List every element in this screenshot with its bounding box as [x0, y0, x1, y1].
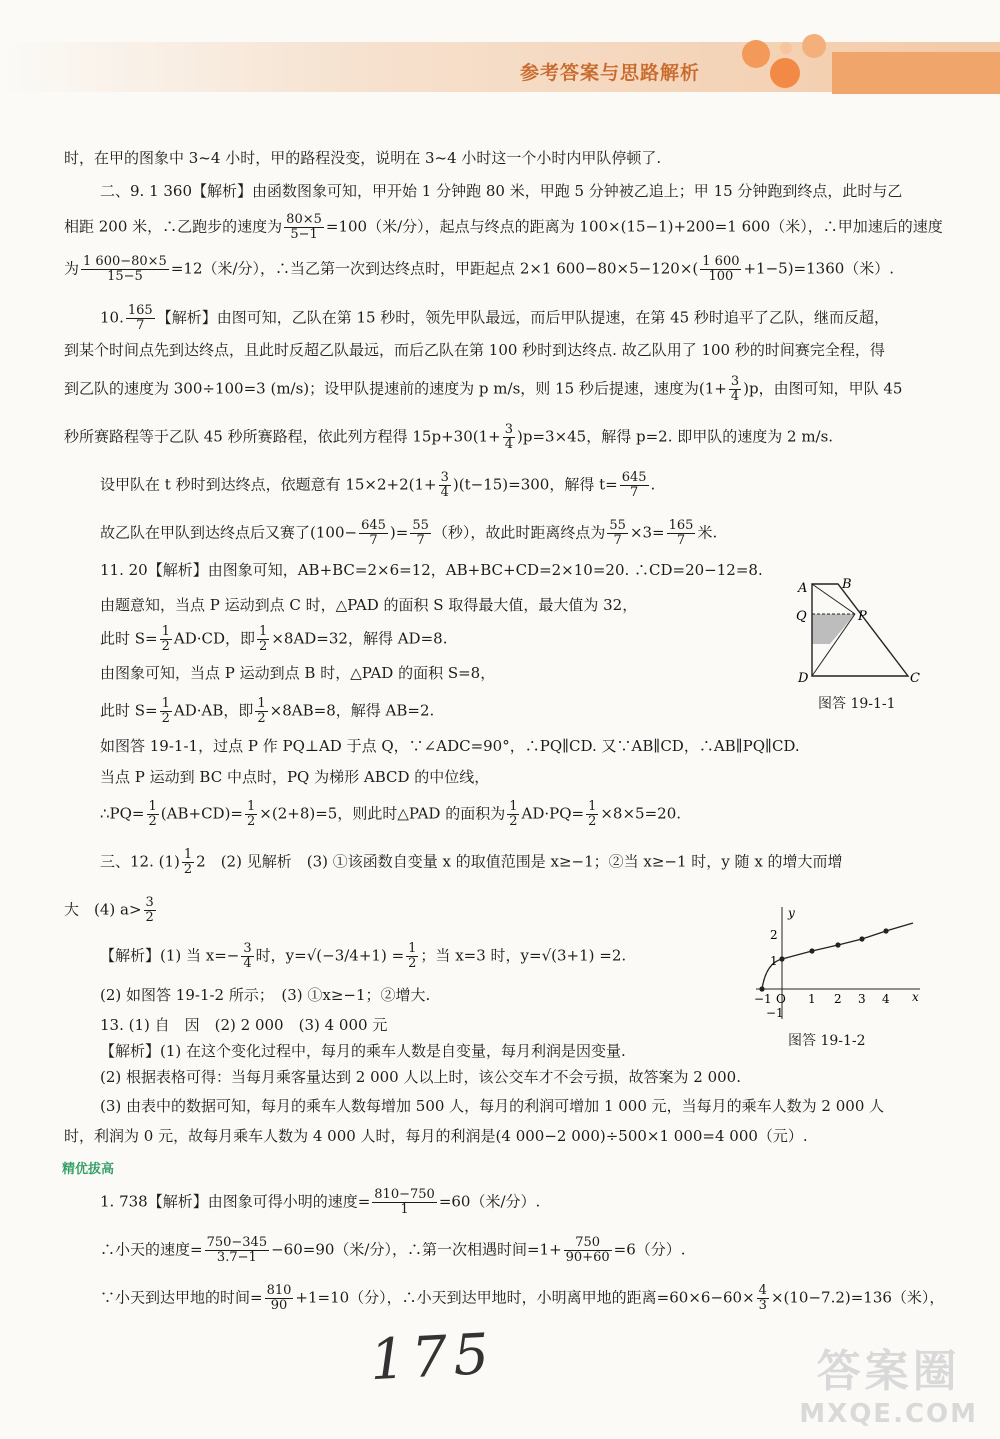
shaded-region — [812, 614, 855, 644]
fraction: $\frac{1}{2}$ — [183, 847, 193, 877]
fraction: $\frac{810-750}{1}$ — [374, 1187, 435, 1217]
text-line: 13. (1) 自 因 (2) 2 000 (3) 4 000 元 — [100, 1016, 388, 1034]
header-accent-bar — [832, 52, 1000, 94]
fraction: $\frac{1}{2}$ — [259, 624, 268, 654]
label-a: A — [798, 581, 808, 596]
header-title: 参考答案与思路解析 — [520, 62, 701, 84]
fraction: $\frac{3}{4}$ — [504, 422, 513, 452]
tick-x: 3 — [858, 992, 866, 1006]
curve — [762, 923, 913, 989]
fraction: $\frac{1}{2}$ — [247, 799, 256, 829]
fraction: $\frac{1 600}{100}$ — [702, 254, 740, 284]
text-line: ∴PQ= $\frac{1}{2}$ (AB+CD)= $\frac{1}{2}$ ×(2+8)=5，则此时△PAD 的面积为 $\frac{1}{2}$ AD·PQ= $\frac{1}{2}$ ×8×5=20. — [100, 799, 682, 829]
watermark-url: MXQE.COM — [799, 1399, 978, 1429]
figure-caption: 图答 19-1-1 — [818, 696, 896, 712]
text-line: 秒所赛路程等于乙队 45 秒所赛路程，依此列方程得 15p+30(1+ $\frac{3}{4}$ )p=3×45，解得 p=2. 即甲队的速度为 2 m/s. — [64, 422, 834, 452]
function-graph — [748, 905, 928, 1025]
text-line: 为 $\frac{1 600-80\times 5}{15-5}$ =12（米/分），∴当乙第一次到达终点时，甲距起点 2×1 600−80×5−120×( $\frac{1 600}{100}$ +1−5)=1360（米）. — [64, 254, 895, 284]
text-line: 相距 200 米，∴乙跑步的速度为 $\frac{80\times 5}{5-1}$ =100（米/分），起点与终点的距离为 100×(15−1)+200=1 600（米），∴甲加速后的速度 — [64, 212, 943, 242]
fraction: $\frac{1}{2}$ — [408, 941, 417, 971]
tick-y: 2 — [770, 928, 778, 942]
fraction: $\frac{165}{7}$ — [668, 518, 694, 548]
point — [859, 936, 864, 941]
fraction: $\frac{1}{2}$ — [161, 624, 170, 654]
fraction: $\frac{1}{2}$ — [588, 799, 597, 829]
tick-x: 2 — [834, 992, 842, 1006]
text-line: 三、12. (1) $\frac{1}{2}$ 2 (2) 见解析 (3) ①该函数自变量 x 的取值范围是 x≥−1；②当 x≥−1 时，y 随 x 的增大而增 — [100, 847, 843, 877]
text-line: 当点 P 运动到 BC 中点时，PQ 为梯形 ABCD 的中位线， — [100, 768, 490, 786]
decor-ball-icon — [770, 58, 800, 88]
text-line: 二、9. 1 360【解析】由函数图象可知，甲开始 1 分钟跑 80 米，甲跑 5 分钟被乙追上；甲 15 分钟跑到终点，此时与乙 — [100, 182, 903, 200]
text-line: 到某个时间点先到达终点，且此时反超乙队最远，而后乙队在第 100 秒时到达终点. 故乙队用了 100 秒的时间赛完全程，得 — [64, 341, 885, 359]
label-b: B — [842, 577, 852, 592]
fraction: $\frac{1}{2}$ — [257, 696, 266, 726]
figure-caption: 图答 19-1-2 — [788, 1033, 866, 1049]
fraction: $\frac{3}{4}$ — [243, 941, 252, 971]
label-d: D — [798, 671, 809, 686]
text-line: 时，利润为 0 元，故每月乘车人数为 4 000 人时，每月的利润是(4 000−2 000)÷500×1 000=4 000（元）. — [64, 1127, 808, 1145]
tick-x: 4 — [882, 992, 890, 1006]
decor-ball-icon — [802, 34, 826, 58]
text-line: 11. 20【解析】由图象可知，AB+BC=2×6=12，AB+BC+CD=2×10=20. ∴CD=20−12=8. — [100, 561, 763, 579]
text-line: (2) 根据表格可得：当每月乘客量达到 2 000 人以上时，该公交车才不会亏损，故答案为 2 000. — [100, 1068, 741, 1086]
tick-x: −1 — [754, 992, 772, 1006]
text-line: 【解析】(1) 当 x=− $\frac{3}{4}$ 时，y=√(−3/4+1) = $\frac{1}{2}$ ；当 x=3 时，y=√(3+1) =2. — [100, 941, 627, 971]
point — [759, 986, 764, 991]
fraction: $\frac{1}{2}$ — [161, 696, 170, 726]
fraction: $\frac{55}{7}$ — [412, 518, 429, 548]
point — [779, 956, 784, 961]
tick-y: −1 — [766, 1006, 784, 1020]
handwritten-page-number: 175 — [368, 1321, 497, 1394]
fraction: $\frac{80\times 5}{5-1}$ — [286, 212, 322, 242]
fraction: $\frac{165}{7}$ — [127, 303, 153, 333]
text-line: 如图答 19-1-1，过点 P 作 PQ⊥AD 于点 Q，∵∠ADC=90°，∴PQ∥CD. 又∵AB∥CD，∴AB∥PQ∥CD. — [100, 737, 800, 755]
text-line: 设甲队在 t 秒时到达终点，依题意有 15×2+2(1+ $\frac{3}{4}$ )(t−15)=300，解得 t= $\frac{645}{7}$ . — [100, 470, 656, 500]
text-line: 此时 S= $\frac{1}{2}$ AD·AB，即 $\frac{1}{2}$ ×8AB=8，解得 AB=2. — [100, 696, 435, 726]
text-line: ∵小天到达甲地的时间= $\frac{810}{90}$ +1=10（分），∴小天到达甲地时，小明离甲地的距离=60×6−60× $\frac{4}{3}$ ×(10−7.2)=136（米）， — [100, 1283, 945, 1313]
text-line: 10. $\frac{165}{7}$ 【解析】由图可知，乙队在第 15 秒时，领先甲队最远，而后甲队提速，在第 45 秒时追平了乙队，继而反超， — [100, 303, 889, 333]
tick-x: O — [776, 992, 786, 1006]
label-q: Q — [796, 609, 807, 624]
fraction: $\frac{750-345}{3.7-1}$ — [206, 1235, 268, 1265]
fraction: $\frac{1}{2}$ — [509, 799, 518, 829]
text-line: 大 (4) a> $\frac{3}{2}$ — [64, 895, 154, 925]
fraction: $\frac{645}{7}$ — [361, 518, 386, 548]
text-line: 【解析】(1) 在这个变化过程中，每月的乘车人数是自变量，每月利润是因变量. — [100, 1042, 626, 1060]
text-line: 由题意知，当点 P 运动到点 C 时，△PAD 的面积 S 取得最大值，最大值为 32， — [100, 596, 638, 614]
fraction: $\frac{1}{2}$ — [148, 799, 157, 829]
text-line: (3) 由表中的数据可知，每月的乘车人数每增加 500 人，每月的利润可增加 1 000 元，当每月的乘车人数为 2 000 人 — [100, 1097, 885, 1115]
text-line: 时，在甲的图象中 3~4 小时，甲的路程没变，说明在 3~4 小时这一个小时内甲队停顿了. — [64, 149, 662, 167]
fraction: $\frac{810}{90}$ — [266, 1283, 292, 1313]
text-line: 故乙队在甲队到达终点后又赛了(100− $\frac{645}{7}$ )= $\frac{55}{7}$ （秒），故此时距离终点为 $\frac{55}{7}$ ×3= $\frac{165}{7}$ 米. — [100, 518, 718, 548]
fraction: $\frac{3}{4}$ — [440, 470, 449, 500]
section-label: 精优拔高 — [62, 1162, 115, 1177]
point — [835, 942, 840, 947]
text-line: (2) 如图答 19-1-2 所示； (3) ①x≥−1；②增大. — [100, 986, 431, 1004]
fraction: $\frac{3}{4}$ — [730, 374, 740, 404]
fraction: $\frac{1 600-80\times 5}{15-5}$ — [83, 254, 167, 284]
tick-y: 1 — [770, 954, 778, 968]
x-label: x — [912, 990, 919, 1004]
label-c: C — [910, 671, 920, 686]
point — [809, 948, 814, 953]
text-line: ∴小天的速度= $\frac{750-345}{3.7-1}$ −60=90（米/分），∴第一次相遇时间=1+ $\frac{750}{90+60}$ =6（分）. — [100, 1235, 686, 1265]
text-line: 1. 738【解析】由图象可得小明的速度= $\frac{810-750}{1}$ =60（米/分）. — [100, 1187, 541, 1217]
fraction: $\frac{3}{2}$ — [145, 895, 154, 925]
fraction: $\frac{55}{7}$ — [609, 518, 626, 548]
decor-ball-icon — [780, 42, 792, 54]
watermark-logo: 答案圈 — [816, 1346, 961, 1397]
fraction: $\frac{750}{90+60}$ — [565, 1235, 610, 1265]
decor-ball-icon — [742, 40, 770, 68]
y-label: y — [788, 906, 795, 920]
fraction: $\frac{4}{3}$ — [758, 1283, 767, 1313]
text-line: 到乙队的速度为 300÷100=3 (m/s)；设甲队提速前的速度为 p m/s，则 15 秒后提速，速度为(1+ $\frac{3}{4}$ )p，由图可知，甲队 45 — [64, 374, 903, 404]
trapezoid-figure — [780, 576, 930, 686]
text-line: 由图象可知，当点 P 运动到点 B 时，△PAD 的面积 S=8， — [100, 664, 496, 682]
point — [883, 928, 888, 933]
label-p: P — [858, 609, 867, 624]
fraction: $\frac{645}{7}$ — [621, 470, 647, 500]
text-line: 此时 S= $\frac{1}{2}$ AD·CD，即 $\frac{1}{2}$ ×8AD=32，解得 AD=8. — [100, 624, 448, 654]
watermark — [799, 1335, 978, 1429]
tick-x: 1 — [808, 992, 816, 1006]
